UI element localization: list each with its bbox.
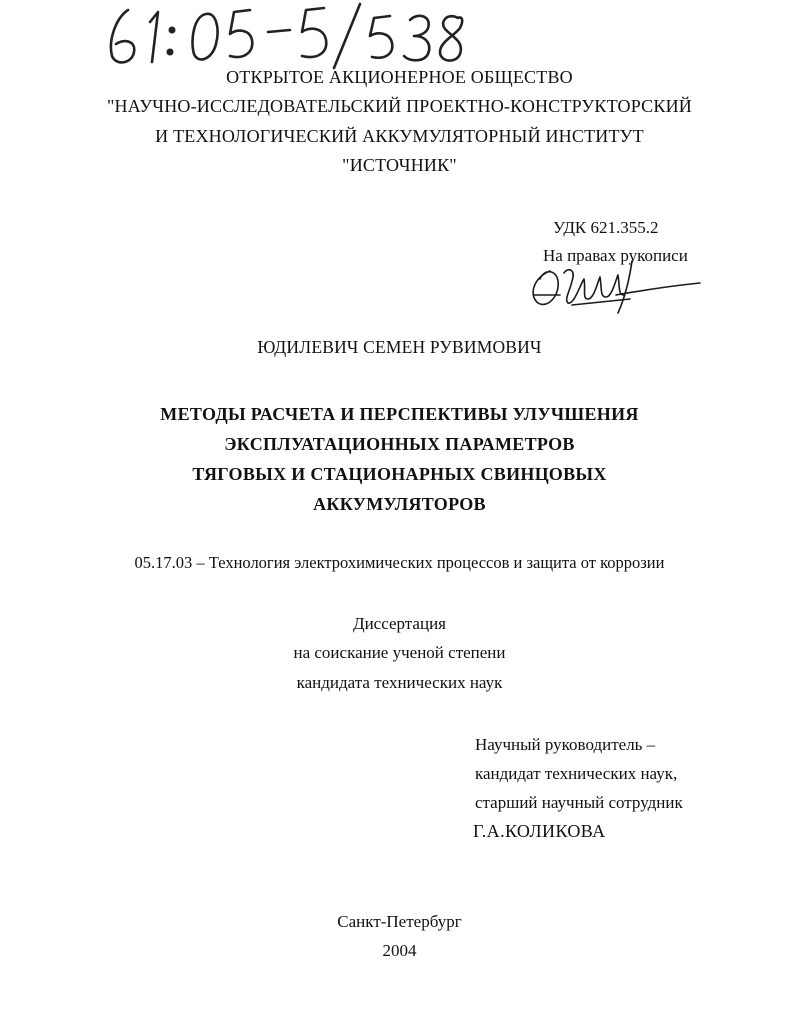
author-name: ЮДИЛЕВИЧ СЕМЕН РУВИМОВИЧ xyxy=(257,337,542,357)
specialty-code: 05.17.03 – Технология электрохимических процессов и защита от коррозии xyxy=(134,553,665,572)
archive-handwritten-number xyxy=(98,0,478,72)
supervisor-name: Г.А.КОЛИКОВА xyxy=(473,821,606,841)
supervisor-position: старший научный сотрудник xyxy=(475,793,683,812)
dissertation-label: Диссертация xyxy=(352,614,446,633)
organization-line-1: ОТКРЫТОЕ АКЦИОНЕРНОЕ ОБЩЕСТВО xyxy=(226,67,573,87)
handwritten-number-drawing xyxy=(98,0,478,72)
author-signature xyxy=(520,255,705,317)
city: Санкт-Петербург xyxy=(337,912,462,931)
organization-line-3: И ТЕХНОЛОГИЧЕСКИЙ АККУМУЛЯТОРНЫЙ ИНСТИТУТ xyxy=(155,126,644,146)
signature-drawing xyxy=(520,255,705,317)
title-line-2: ЭКСПЛУАТАЦИОННЫХ ПАРАМЕТРОВ xyxy=(224,434,575,454)
organization-line-4: "ИСТОЧНИК" xyxy=(342,155,457,175)
year: 2004 xyxy=(382,941,417,960)
title-line-1: МЕТОДЫ РАСЧЕТА И ПЕРСПЕКТИВЫ УЛУЧШЕНИЯ xyxy=(160,404,639,424)
manuscript-rights-note: На правах рукописи xyxy=(543,246,688,265)
udk-code: УДК 621.355.2 xyxy=(553,218,659,237)
dissertation-degree-line: на соискание ученой степени xyxy=(293,643,506,662)
supervisor-role: Научный руководитель – xyxy=(475,735,656,754)
dissertation-field-line: кандидата технических наук xyxy=(296,673,503,692)
supervisor-degree: кандидат технических наук, xyxy=(475,764,678,783)
organization-line-2: "НАУЧНО-ИССЛЕДОВАТЕЛЬСКИЙ ПРОЕКТНО-КОНСТРУКТОРСКИЙ xyxy=(107,96,692,116)
title-line-4: АККУМУЛЯТОРОВ xyxy=(313,494,486,514)
title-line-3: ТЯГОВЫХ И СТАЦИОНАРНЫХ СВИНЦОВЫХ xyxy=(192,464,607,484)
